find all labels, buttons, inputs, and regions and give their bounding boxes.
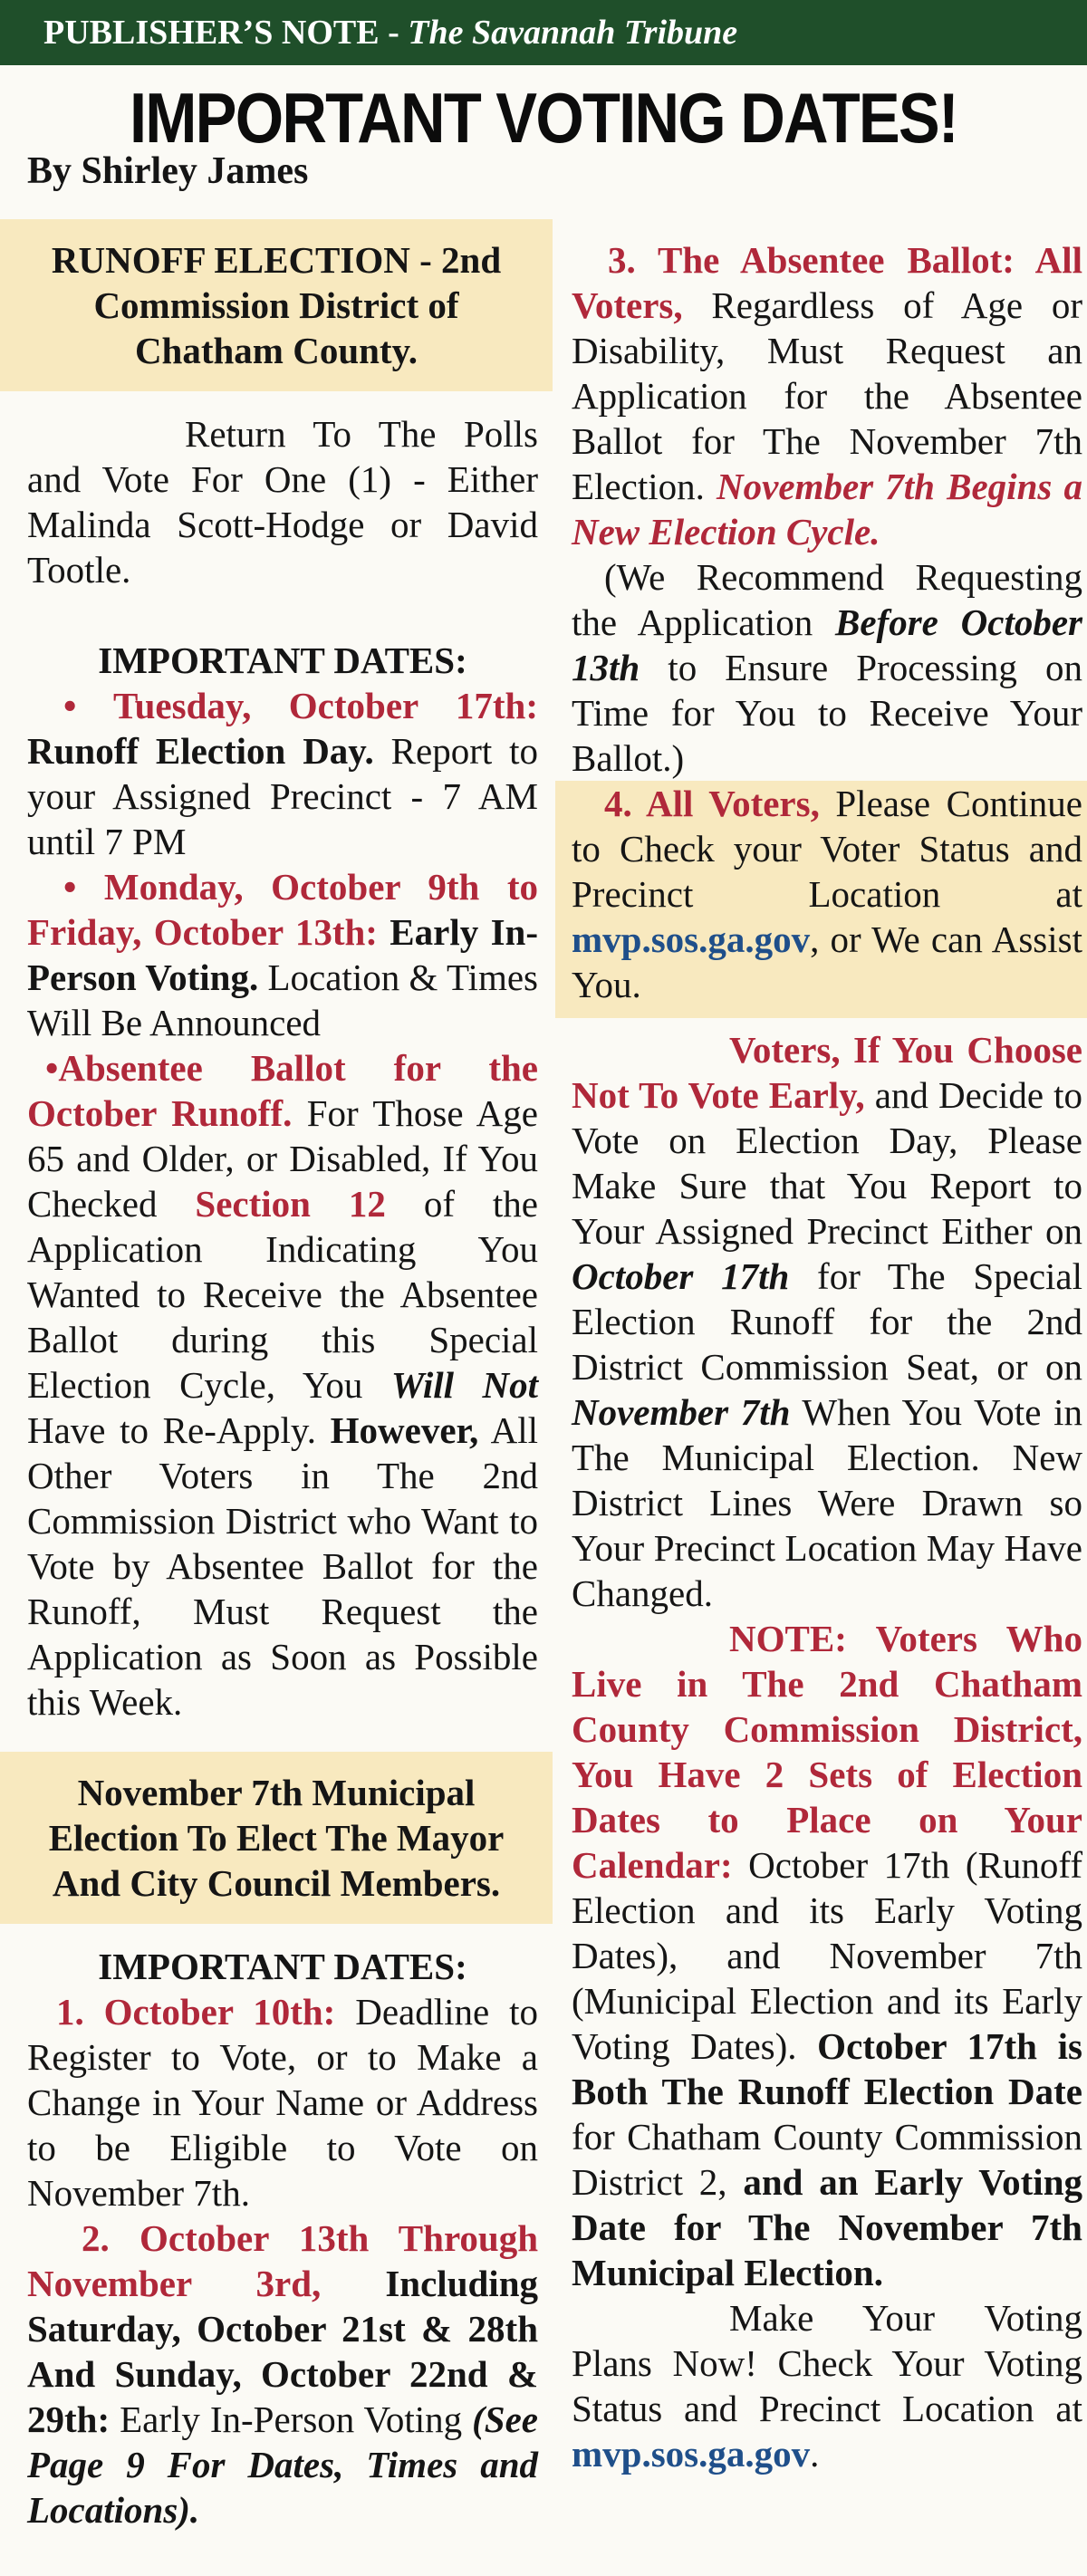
right-column: [572, 219, 1082, 2476]
return-to-polls-text: Return To The Polls and Vote For One (1) - Either Malinda Scott-Hodge or David Tootle.: [27, 413, 538, 591]
runoff-day-item: • Tuesday, October 17th: Runoff Election Day. Report to your Assigned Precinct - 7 AM until 7 PM: [27, 685, 538, 862]
absentee-ballot-item: •Absentee Ballot for the October Runoff. For Those Age 65 and Older, or Disabled, If You Checked Section 12 of the Application Indicating You Wanted to Receive the Absentee Ballot during this Special Election Cycle, You Will Not Have to Re-Apply. However, All Other Voters in The 2nd Commission District who Want to Vote by Absentee Ballot for the Runoff, Must Request the Application as Soon as Possible this Week.: [27, 1047, 539, 1723]
mvp-link-2[interactable]: mvp.sos.ga.gov: [572, 2433, 811, 2475]
check-status-block: [555, 781, 1087, 1018]
mvp-link[interactable]: mvp.sos.ga.gov: [572, 918, 811, 960]
byline: By Shirley James: [27, 150, 309, 192]
publication-name: The Savannah Tribune: [408, 14, 738, 52]
header-bar: [0, 0, 1087, 65]
voting-plans-text: Make Your Voting Plans Now! Check Your Voting Status and Precinct Location at mvp.sos.ga.gov.: [572, 2297, 1082, 2475]
election-day-item: Voters, If You Choose Not To Vote Early, and Decide to Vote on Election Day, Please Make Sure that You Report to Your Assigned Precinct Either on October 17th for The Special Election Runoff for the 2nd District Commission Seat, or on November 7th When You Vote in The Municipal Election. New District Lines Were Drawn so Your Precinct Location May Have Changed.: [572, 1029, 1083, 1614]
header-label: PUBLISHER’S NOTE -: [43, 14, 409, 52]
headline: IMPORTANT VOTING DATES!: [129, 78, 958, 158]
early-in-person-item: 2. October 13th Through November 3rd, Including Saturday, October 21st & 28th And Sunday, October 22nd & 29th: Early In-Person Voting (See Page 9 For Dates, Times and Locations).: [27, 2217, 538, 2531]
note-item: NOTE: Voters Who Live in The 2nd Chatham County Commission District, You Have 2 Sets of Election Dates to Place on Your Calendar: October 17th (Runoff Election and its Early Voting Dates), and November 7th (Municipal Election and its Early Voting Dates). October 17th is Both The Runoff Election Date for Chatham County Commission District 2, and an Early Voting Date for The November 7th Municipal Election.: [572, 1618, 1083, 2293]
municipal-election-box: November 7th Municipal Election To Elect The Mayor And City Council Members.: [0, 1752, 553, 1924]
register-deadline-item: 1. October 10th: Deadline to Register to Vote, or to Make a Change in Your Name or Address to be Eligible to Vote on November 7th.: [27, 1991, 538, 2214]
absentee-all-voters-item: 3. The Absentee Ballot: All Voters, Regardless of Age or Disability, Must Request an Application for the Absentee Ballot for The November 7th Election. November 7th Begins a New Election Cycle.: [572, 239, 1082, 553]
important-dates-heading: IMPORTANT DATES:: [98, 639, 467, 681]
important-dates-heading-2: IMPORTANT DATES:: [98, 1946, 467, 1987]
recommendation-text: (We Recommend Requesting the Application Before October 13th to Ensure Processing on Time for You to Receive Your Ballot.): [572, 556, 1082, 779]
early-voting-item: • Monday, October 9th to Friday, October 13th: Early In-Person Voting. Location & Times Will Be Announced: [27, 866, 538, 1043]
check-status-item: 4. All Voters, Please Continue to Check your Voter Status and Precinct Location at mvp.sos.ga.gov, or We can Assist You.: [572, 783, 1082, 1005]
left-column: [27, 219, 538, 2533]
runoff-election-box: RUNOFF ELECTION - 2nd Commission District of Chatham County.: [0, 219, 553, 391]
